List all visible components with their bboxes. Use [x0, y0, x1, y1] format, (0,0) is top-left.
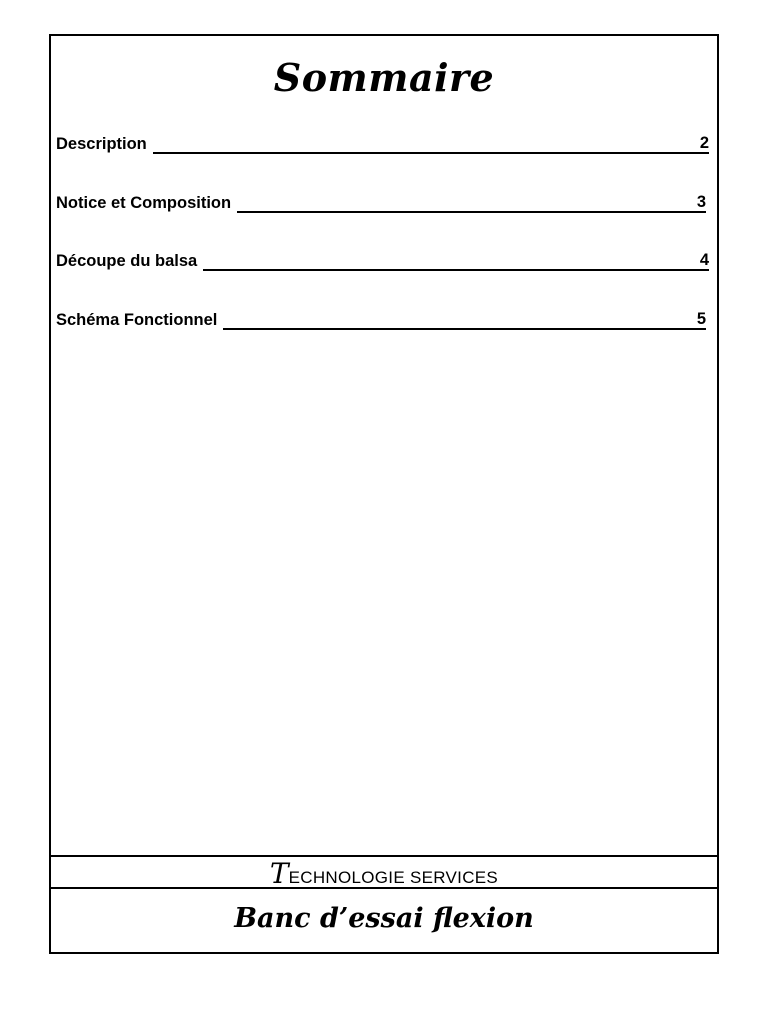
page-frame: [49, 34, 719, 954]
project-title: Banc d’essai flexion: [234, 903, 534, 934]
company-banner: [51, 855, 717, 889]
toc-entry-page: 5: [693, 310, 706, 330]
toc-entry-page: 4: [696, 251, 709, 271]
company-initial: T: [269, 857, 289, 890]
toc-entry-label: Découpe du balsa: [56, 252, 198, 270]
toc-entry-notice[interactable]: [56, 193, 706, 213]
toc-entry-page: 3: [693, 193, 706, 213]
toc-entry-label: Description: [56, 135, 147, 153]
company-name: ECHNOLOGIE SERVICES: [288, 868, 499, 887]
toc-entry-description[interactable]: [56, 134, 709, 154]
toc-entry-label: Notice et Composition: [56, 194, 232, 212]
toc-entry-page: 2: [696, 134, 709, 154]
toc-leader-line: [203, 255, 696, 271]
page-title: Sommaire: [273, 55, 495, 100]
toc-leader-line: [153, 138, 696, 154]
toc-entry-label: Schéma Fonctionnel: [56, 311, 218, 329]
toc-entry-schema[interactable]: [56, 310, 706, 330]
toc-entry-decoupe[interactable]: [56, 251, 709, 271]
toc-leader-line: [237, 197, 693, 213]
toc-leader-line: [223, 314, 692, 330]
